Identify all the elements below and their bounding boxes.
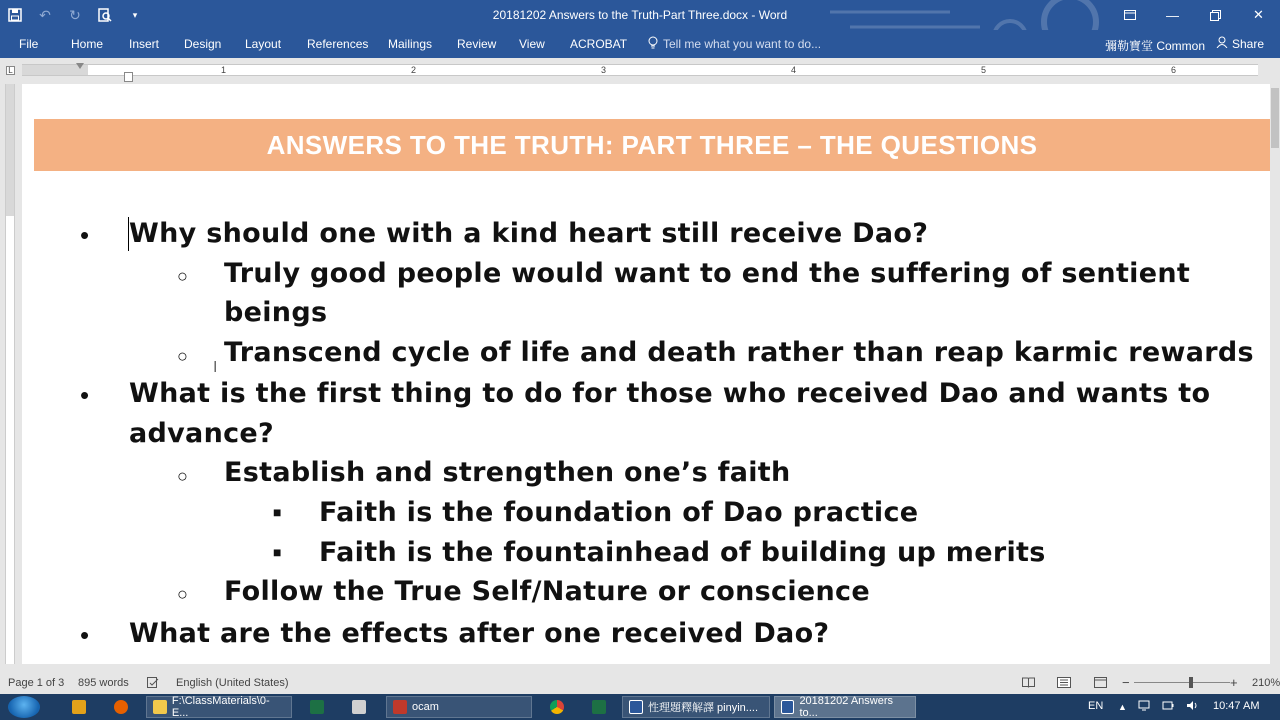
print-layout-icon[interactable] xyxy=(1057,677,1071,691)
ruler-number: 5 xyxy=(981,65,987,75)
horizontal-ruler[interactable] xyxy=(22,64,1258,76)
redo-icon[interactable]: ↻ xyxy=(69,6,81,23)
tab-file[interactable]: File xyxy=(19,37,39,51)
tab-references[interactable]: References xyxy=(307,37,369,51)
ruler-number: 4 xyxy=(791,65,797,75)
window-icon[interactable] xyxy=(346,696,372,718)
taskbar-word-answers[interactable] xyxy=(774,696,916,718)
tab-mailings[interactable]: Mailings xyxy=(388,37,433,51)
zoom-level[interactable]: 210% xyxy=(1252,677,1280,689)
zoom-out-icon[interactable]: − xyxy=(1122,675,1130,690)
language[interactable]: English (United States) xyxy=(176,677,289,689)
document-title: 20181202 Answers to the Truth-Part Three.docx - Word xyxy=(492,8,788,22)
minimize-icon[interactable]: — xyxy=(1166,7,1179,23)
word-icon xyxy=(781,700,794,714)
zoom-in-icon[interactable]: + xyxy=(1230,675,1238,690)
bullet-square: ■ xyxy=(273,544,282,560)
heading-banner: ANSWERS TO THE TRUTH: PART THREE – THE QUESTIONS xyxy=(34,119,1270,171)
network-icon[interactable] xyxy=(1138,700,1150,714)
tab-review[interactable]: Review xyxy=(457,37,497,51)
bullet-circle: ○ xyxy=(177,584,188,604)
ruler-number: 3 xyxy=(601,65,607,75)
battery-icon[interactable] xyxy=(1162,700,1174,714)
lightbulb-icon xyxy=(648,36,658,52)
tab-design[interactable]: Design xyxy=(184,37,222,51)
ruler-number: 2 xyxy=(411,65,417,75)
tab-selector[interactable]: L xyxy=(6,66,15,75)
window-controls xyxy=(1108,0,1280,30)
tab-acrobat[interactable]: ACROBAT xyxy=(570,37,628,51)
bullet-circle: ○ xyxy=(177,266,188,286)
clock[interactable]: 10:47 AM xyxy=(1213,700,1260,712)
vertical-scrollbar[interactable] xyxy=(1270,80,1280,664)
hanging-indent-marker[interactable] xyxy=(124,72,133,82)
list-item: Why should one with a kind heart still receive Dao? xyxy=(129,218,929,249)
vertical-ruler[interactable] xyxy=(5,84,15,664)
taskbar-label: 性理題釋解譯 pinyin.... xyxy=(648,702,759,714)
restore-icon[interactable] xyxy=(1194,0,1237,30)
list-item: Transcend cycle of life and death rather than reap karmic rewards xyxy=(224,337,1254,368)
read-mode-icon[interactable] xyxy=(1022,677,1035,691)
taskbar-label: 20181202 Answers to... xyxy=(799,695,894,719)
list-item: Follow the True Self/Nature or conscience xyxy=(224,576,870,607)
list-item: Faith is the fountainhead of building up merits xyxy=(319,537,1046,568)
chrome-icon[interactable] xyxy=(544,696,570,718)
proofing-icon[interactable] xyxy=(147,677,159,691)
bullet-circle: ○ xyxy=(177,466,188,486)
volume-icon[interactable] xyxy=(1186,700,1198,714)
input-language[interactable]: EN xyxy=(1088,700,1104,712)
taskbar xyxy=(0,694,1280,720)
taskbar-label: F:\ClassMaterials\0-E... xyxy=(171,695,270,719)
share-label: Share xyxy=(1232,36,1265,51)
zoom-slider-thumb[interactable] xyxy=(1189,677,1193,688)
taskbar-ocam[interactable] xyxy=(386,696,532,718)
word-count[interactable]: 895 words xyxy=(78,677,129,689)
ocam-icon xyxy=(393,700,407,714)
page-count[interactable]: Page 1 of 3 xyxy=(8,677,65,689)
zoom-slider[interactable] xyxy=(1134,682,1230,683)
bullet-circle: ○ xyxy=(177,346,188,366)
show-hidden-icons[interactable]: ▲ xyxy=(1118,702,1127,712)
taskbar-explorer[interactable] xyxy=(146,696,292,718)
web-layout-icon[interactable] xyxy=(1094,677,1107,691)
bullet-disc: • xyxy=(80,220,90,250)
word-icon xyxy=(629,700,643,714)
document-page[interactable] xyxy=(22,84,1270,664)
list-item: Faith is the foundation of Dao practice xyxy=(319,497,919,528)
ribbon-display-icon[interactable] xyxy=(1108,0,1151,30)
first-line-indent-marker[interactable] xyxy=(76,63,84,69)
excel-icon[interactable] xyxy=(586,696,612,718)
tell-me-text: Tell me what you want to do... xyxy=(663,37,822,51)
account-name[interactable]: 彌勒寶堂 Common xyxy=(1105,39,1206,53)
list-item: Establish and strengthen one’s faith xyxy=(224,457,791,488)
ruler-number: 6 xyxy=(1171,65,1177,75)
tab-insert[interactable]: Insert xyxy=(129,37,160,51)
close-icon[interactable]: ✕ xyxy=(1253,7,1264,22)
folder-icon xyxy=(153,700,167,714)
tab-view[interactable]: View xyxy=(519,37,545,51)
media-player-icon[interactable] xyxy=(66,696,92,718)
undo-icon[interactable]: ↶ xyxy=(39,6,51,23)
person-icon xyxy=(1216,36,1228,51)
list-item: Truly good people would want to end the suffering of sentient xyxy=(224,258,1191,289)
vertical-ruler-margin xyxy=(6,84,14,216)
scrollbar-thumb[interactable] xyxy=(1271,88,1279,148)
list-item: What is the first thing to do for those who received Dao and wants to xyxy=(129,378,1211,409)
ribbon-tabs xyxy=(0,30,1280,58)
bullet-disc: • xyxy=(80,620,90,650)
bullet-square: ■ xyxy=(273,504,282,520)
tell-me-box[interactable] xyxy=(648,36,821,52)
tab-home[interactable]: Home xyxy=(71,37,104,51)
ruler-number: 1 xyxy=(221,65,227,75)
horizontal-ruler-row xyxy=(0,58,1280,80)
bullet-disc: • xyxy=(80,380,90,410)
firefox-icon[interactable] xyxy=(108,696,134,718)
taskbar-label: ocam xyxy=(412,701,439,713)
customize-icon[interactable]: ▾ xyxy=(132,9,138,20)
list-item: What are the effects after one received Dao? xyxy=(129,618,830,649)
list-item-continuation: advance? xyxy=(129,418,274,449)
i-beam-cursor: I xyxy=(213,359,218,376)
taskbar-word-pinyin[interactable] xyxy=(622,696,770,718)
excel-icon[interactable] xyxy=(304,696,330,718)
list-item-continuation: beings xyxy=(224,297,328,328)
share-button[interactable] xyxy=(1216,36,1264,51)
start-button[interactable] xyxy=(8,696,40,718)
tab-layout[interactable]: Layout xyxy=(245,37,282,51)
title-bar xyxy=(0,0,1280,30)
status-bar xyxy=(0,674,1280,692)
